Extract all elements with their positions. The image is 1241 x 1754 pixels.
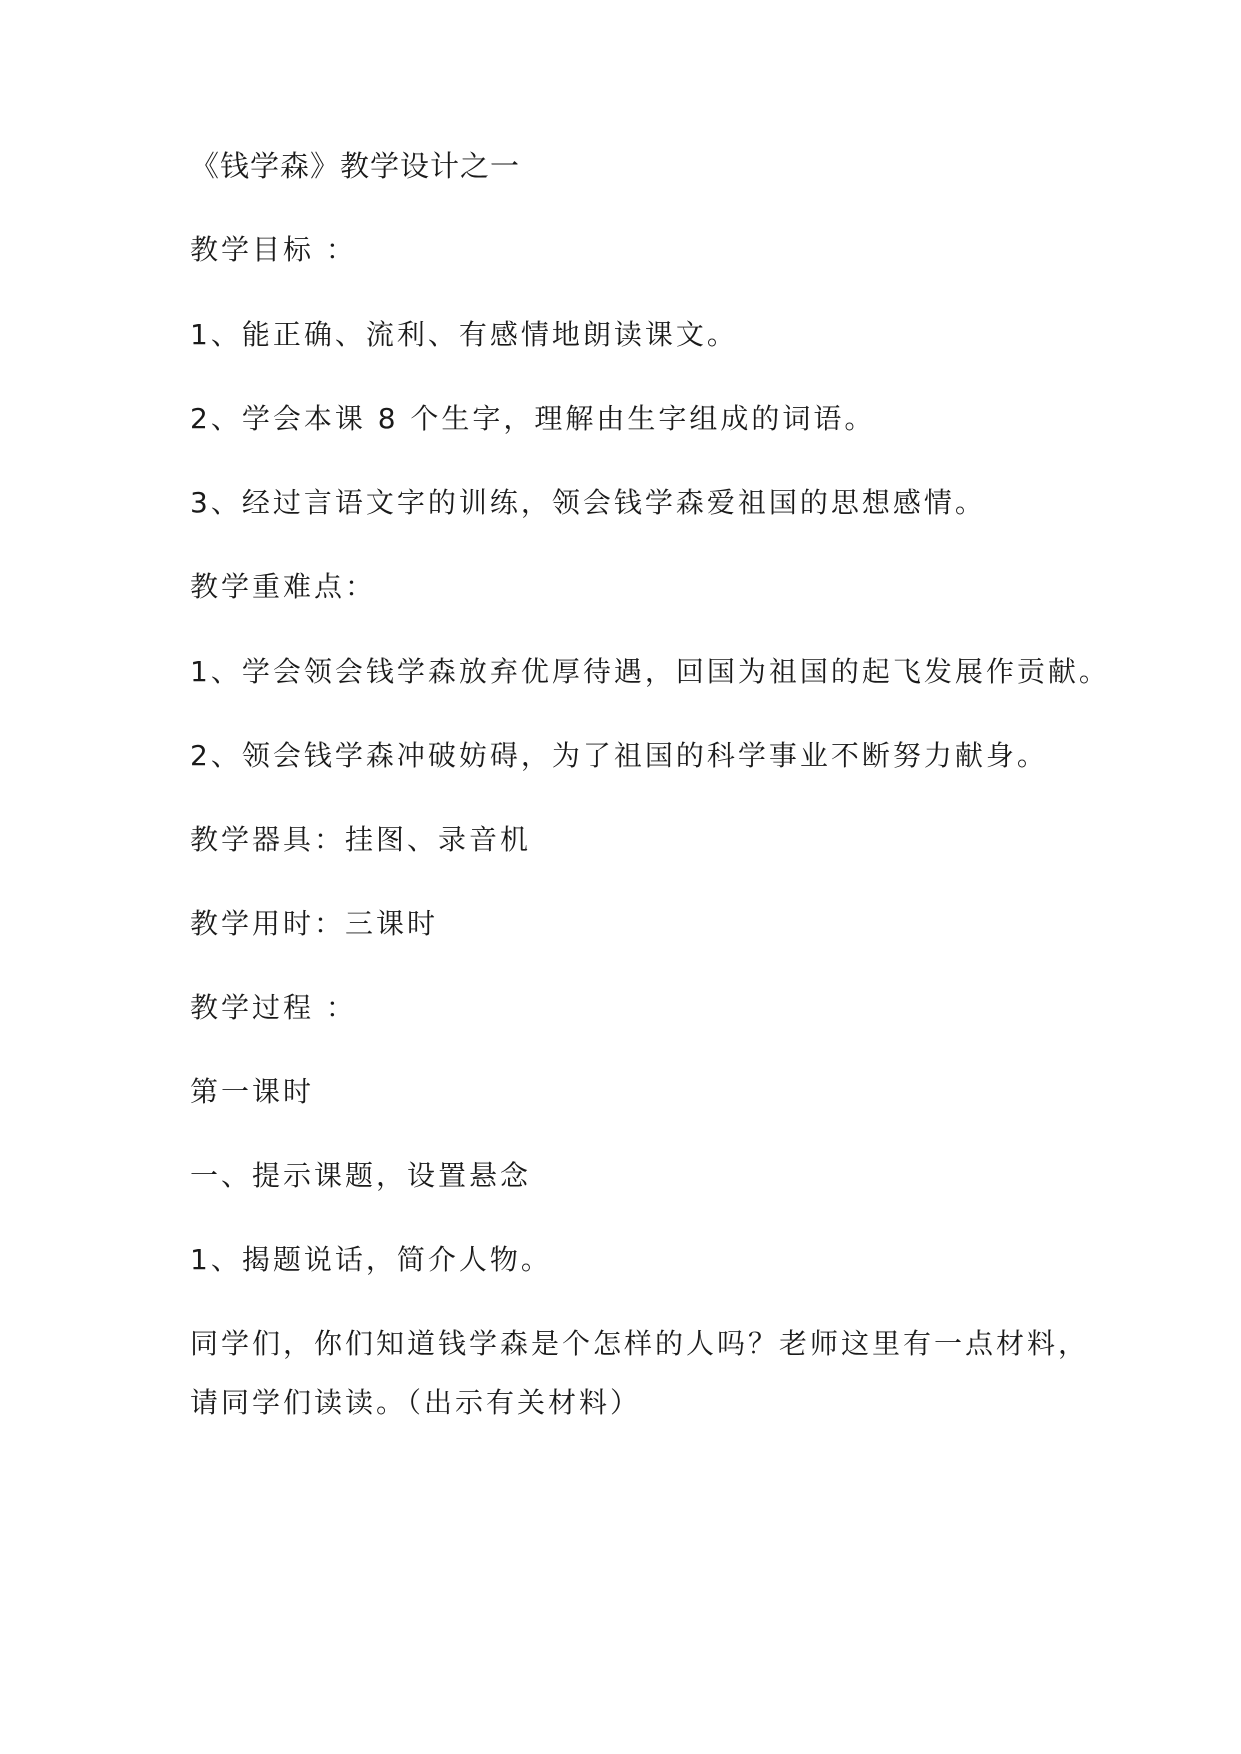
objectives-heading: 教学目标 ： (190, 233, 357, 266)
duration-line: 教学用时：三课时 (190, 907, 439, 940)
section-heading: 一、提示课题，设置悬念 (190, 1159, 532, 1192)
key-point-item-1: 1、学会领会钱学森放弃优厚待遇，回国为祖国的起飞发展作贡献。 (190, 655, 1110, 688)
objective-item-2: 2、学会本课 8 个生字，理解由生字组成的词语。 (190, 402, 876, 435)
key-points-heading: 教学重难点： (190, 570, 377, 603)
key-point-item-2: 2、领会钱学森冲破妨碍，为了祖国的科学事业不断努力献身。 (190, 739, 1048, 772)
process-heading: 教学过程 ： (190, 991, 357, 1024)
document-title: 《钱学森》教学设计之一 (190, 149, 521, 183)
lesson-heading: 第一课时 (190, 1075, 315, 1108)
objective-item-3: 3、经过言语文字的训练，领会钱学森爱祖国的思想感情。 (190, 486, 986, 519)
objective-item-1: 1、能正确、流利、有感情地朗读课文。 (190, 318, 738, 351)
step-item-1: 1、揭题说话，简介人物。 (190, 1243, 552, 1276)
materials-line: 教学器具：挂图、录音机 (190, 823, 532, 856)
paragraph-line-1: 同学们，你们知道钱学森是个怎样的人吗？老师这里有一点材料， (190, 1327, 1090, 1360)
paragraph-line-2: 请同学们读读。（出示有关材料） (190, 1386, 642, 1419)
